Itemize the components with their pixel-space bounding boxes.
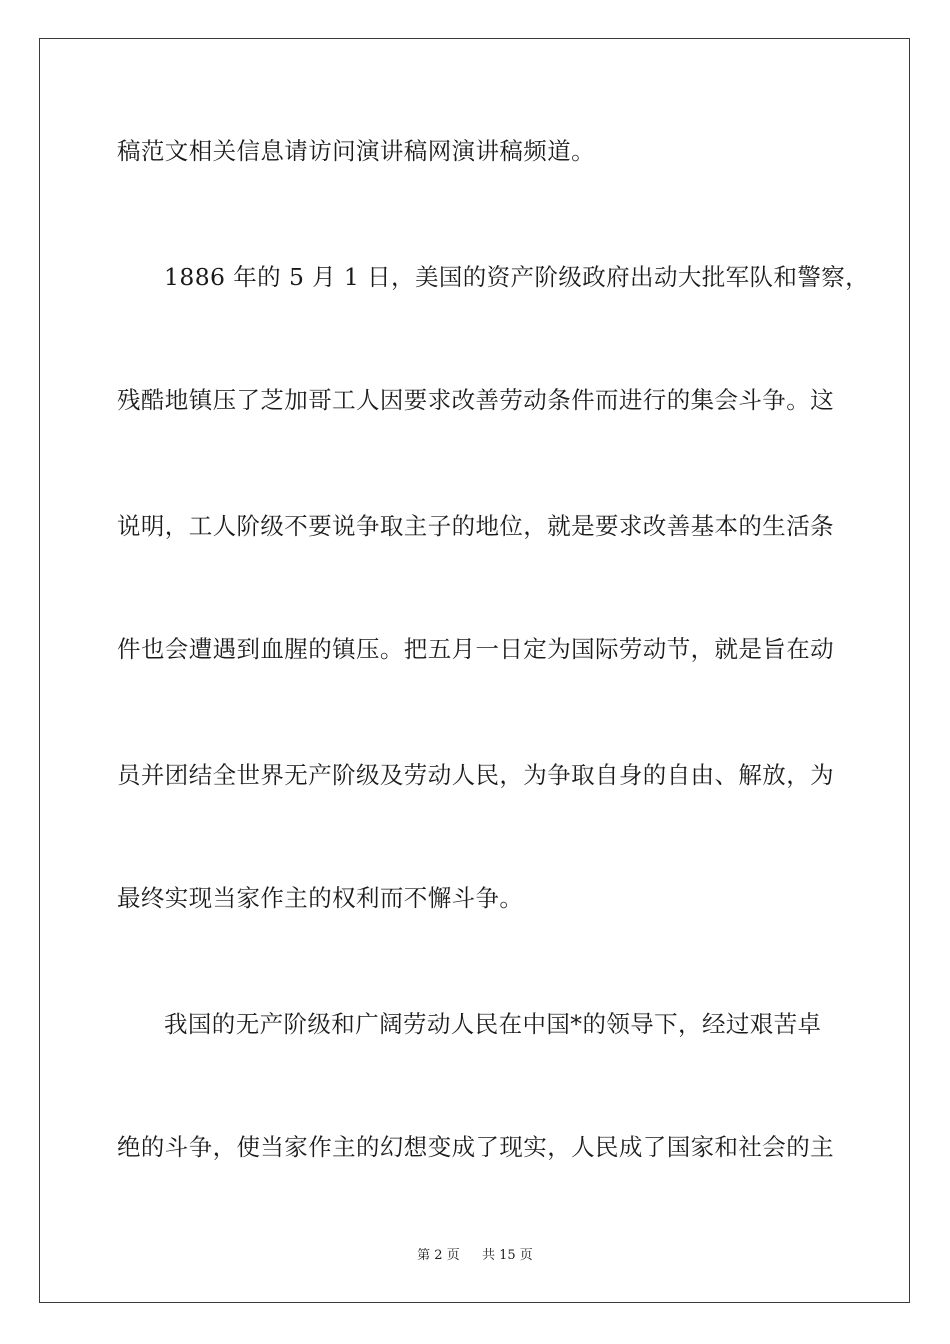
- text-line-6: 员并团结全世界无产阶级及劳动人民，为争取自身的自由、解放，为: [117, 761, 834, 789]
- text-line-2: 1886 年的 5 月 1 日，美国的资产阶级政府出动大批军队和警察，: [164, 263, 870, 291]
- page-number: 第 2 页: [417, 1248, 460, 1263]
- text-line-1: 稿范文相关信息请访问演讲稿网演讲稿频道。: [117, 137, 595, 165]
- text-line-7: 最终实现当家作主的权利而不懈斗争。: [117, 884, 524, 912]
- text-line-3: 残酷地镇压了芝加哥工人因要求改善劳动条件而进行的集会斗争。这: [117, 386, 834, 414]
- text-line-4: 说明，工人阶级不要说争取主子的地位，就是要求改善基本的生活条: [117, 512, 834, 540]
- page-total: 共 15 页: [482, 1248, 533, 1263]
- page-footer: [0, 1244, 950, 1263]
- page-border: [39, 38, 910, 1303]
- text-line-8: 我国的无产阶级和广阔劳动人民在中国*的领导下，经过艰苦卓: [164, 1010, 822, 1038]
- text-line-5: 件也会遭遇到血腥的镇压。把五月一日定为国际劳动节，就是旨在动: [117, 635, 834, 663]
- text-line-9: 绝的斗争，使当家作主的幻想变成了现实，人民成了国家和社会的主: [117, 1133, 834, 1161]
